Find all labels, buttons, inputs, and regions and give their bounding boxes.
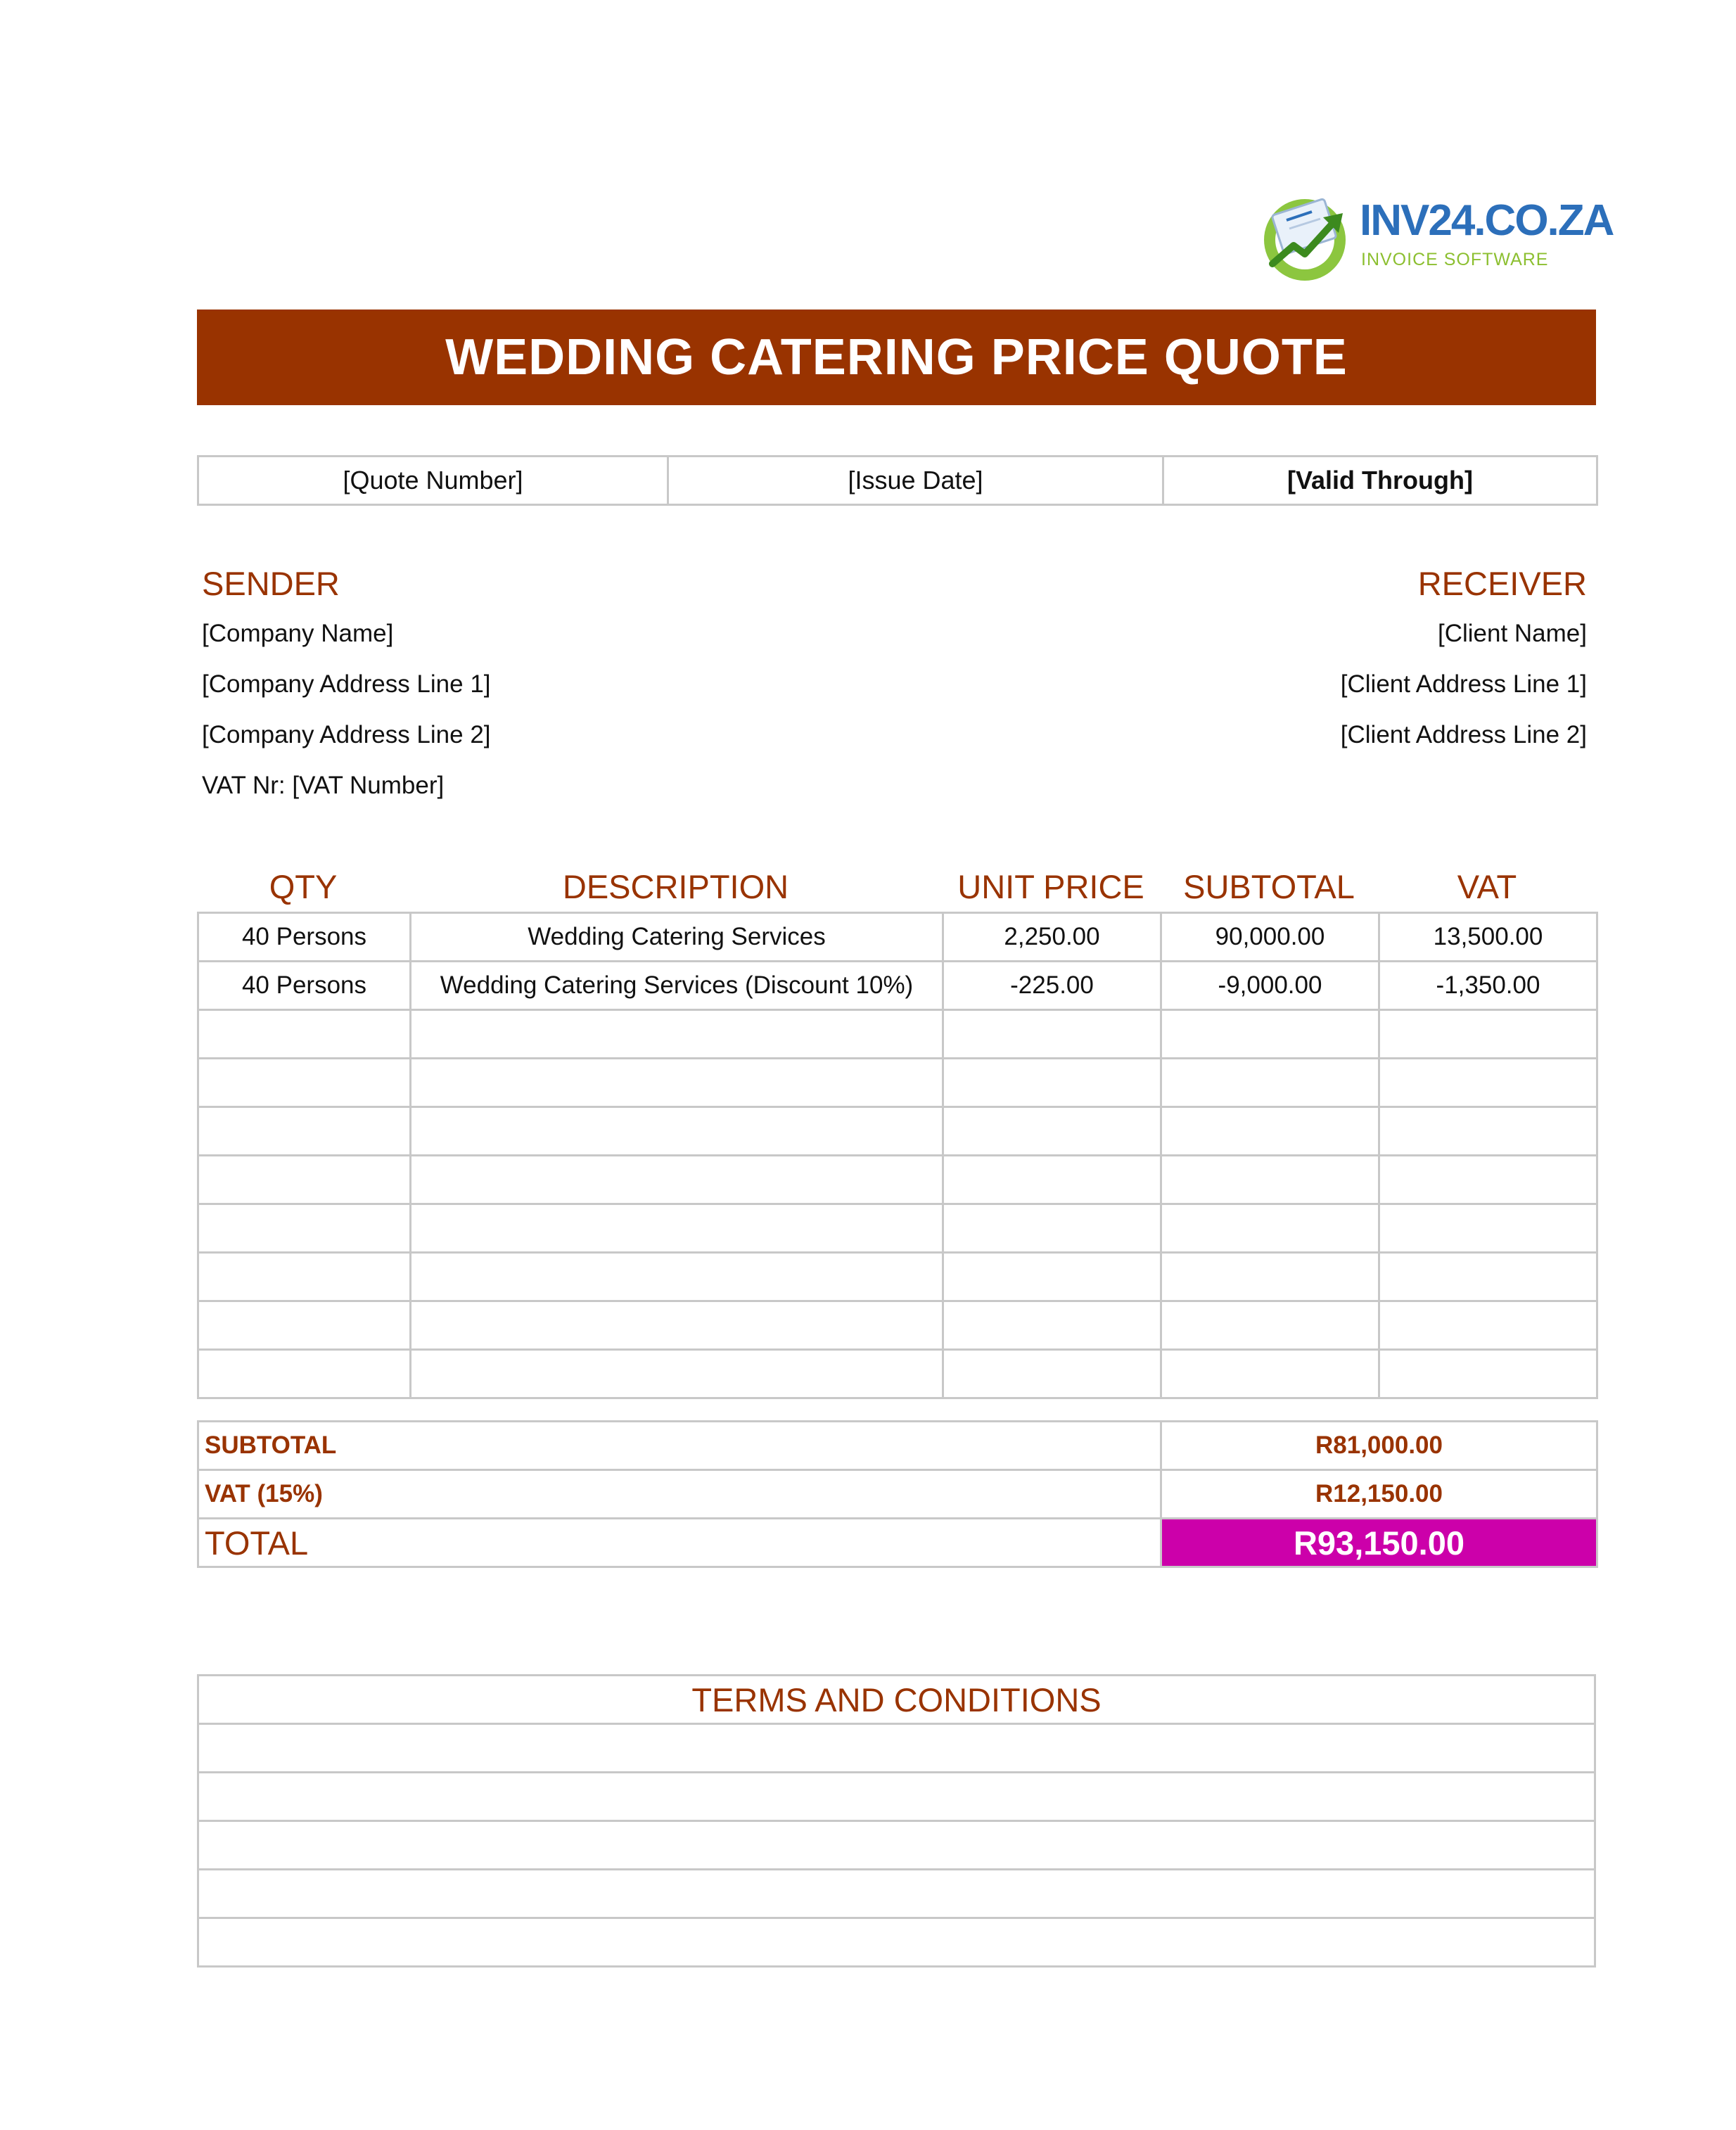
cell-unit-price bbox=[943, 1107, 1161, 1156]
header-qty: QTY bbox=[269, 868, 338, 905]
logo-brand: INV24.CO.ZA bbox=[1360, 196, 1614, 245]
cell-subtotal bbox=[1161, 1253, 1379, 1301]
terms-line-row bbox=[198, 1870, 1595, 1918]
cell-unit-price: -225.00 bbox=[943, 962, 1161, 1010]
cell-subtotal bbox=[1161, 1059, 1379, 1107]
cell-description bbox=[411, 1010, 943, 1059]
terms-line-row bbox=[198, 1821, 1595, 1870]
cell-vat bbox=[1379, 1059, 1597, 1107]
terms-line bbox=[198, 1821, 1595, 1870]
cell-description bbox=[411, 1107, 943, 1156]
terms-header-row bbox=[198, 1676, 1595, 1724]
quote-info-table bbox=[197, 455, 1598, 506]
totals-table bbox=[197, 1420, 1598, 1568]
terms-title: TERMS AND CONDITIONS bbox=[198, 1676, 1595, 1724]
cell-subtotal bbox=[1161, 1204, 1379, 1253]
vat-row bbox=[198, 1470, 1597, 1519]
cell-unit-price bbox=[943, 1253, 1161, 1301]
terms-line-row bbox=[198, 1724, 1595, 1773]
subtotal-value: R81,000.00 bbox=[1161, 1422, 1597, 1470]
cell-unit-price bbox=[943, 1156, 1161, 1204]
terms-line bbox=[198, 1773, 1595, 1821]
cell-qty bbox=[198, 1253, 411, 1301]
page-title: WEDDING CATERING PRICE QUOTE bbox=[445, 329, 1348, 385]
sender-label: SENDER bbox=[202, 565, 340, 602]
sender-address-line-2: [Company Address Line 2] bbox=[202, 721, 491, 748]
invoice-arrow-icon bbox=[1256, 186, 1354, 285]
table-row bbox=[198, 913, 1597, 962]
cell-unit-price: 2,250.00 bbox=[943, 913, 1161, 962]
cell-unit-price bbox=[943, 1010, 1161, 1059]
cell-subtotal bbox=[1161, 1107, 1379, 1156]
receiver-address-line-1: [Client Address Line 1] bbox=[1340, 670, 1587, 698]
table-row bbox=[198, 1350, 1597, 1398]
table-row bbox=[198, 1010, 1597, 1059]
table-row bbox=[198, 1301, 1597, 1350]
cell-description bbox=[411, 1350, 943, 1398]
cell-description bbox=[411, 1204, 943, 1253]
sender-company-name: [Company Name] bbox=[202, 620, 394, 647]
table-row bbox=[198, 1253, 1597, 1301]
cell-unit-price bbox=[943, 1350, 1161, 1398]
cell-description bbox=[411, 1253, 943, 1301]
cell-qty bbox=[198, 1010, 411, 1059]
header-unit-price: UNIT PRICE bbox=[957, 868, 1144, 905]
terms-line bbox=[198, 1918, 1595, 1967]
cell-description: Wedding Catering Services bbox=[411, 913, 943, 962]
table-row bbox=[198, 1107, 1597, 1156]
items-table bbox=[197, 912, 1598, 1399]
cell-subtotal: 90,000.00 bbox=[1161, 913, 1379, 962]
cell-vat: 13,500.00 bbox=[1379, 913, 1597, 962]
subtotal-row bbox=[198, 1422, 1597, 1470]
terms-line bbox=[198, 1724, 1595, 1773]
cell-vat bbox=[1379, 1204, 1597, 1253]
cell-subtotal bbox=[1161, 1010, 1379, 1059]
sender-vat-number: VAT Nr: [VAT Number] bbox=[202, 772, 445, 799]
cell-subtotal: -9,000.00 bbox=[1161, 962, 1379, 1010]
terms-line-row bbox=[198, 1918, 1595, 1967]
cell-vat bbox=[1379, 1350, 1597, 1398]
cell-qty bbox=[198, 1156, 411, 1204]
terms-table bbox=[197, 1674, 1596, 1968]
receiver-address-line-2: [Client Address Line 2] bbox=[1340, 721, 1587, 748]
receiver-label: RECEIVER bbox=[1417, 565, 1587, 602]
table-row bbox=[198, 962, 1597, 1010]
cell-qty bbox=[198, 1301, 411, 1350]
vat-value: R12,150.00 bbox=[1161, 1470, 1597, 1519]
cell-vat bbox=[1379, 1107, 1597, 1156]
vat-label: VAT (15%) bbox=[198, 1470, 1161, 1519]
total-label: TOTAL bbox=[198, 1519, 1161, 1567]
table-row bbox=[198, 1156, 1597, 1204]
table-row bbox=[198, 1204, 1597, 1253]
cell-unit-price bbox=[943, 1301, 1161, 1350]
header-vat: VAT bbox=[1457, 868, 1517, 905]
issue-date: [Issue Date] bbox=[668, 457, 1163, 505]
terms-line-row bbox=[198, 1773, 1595, 1821]
cell-vat bbox=[1379, 1253, 1597, 1301]
quote-number: [Quote Number] bbox=[198, 457, 668, 505]
logo-subtitle: INVOICE SOFTWARE bbox=[1361, 250, 1549, 269]
sender-address-line-1: [Company Address Line 1] bbox=[202, 670, 491, 698]
cell-qty bbox=[198, 1107, 411, 1156]
cell-qty: 40 Persons bbox=[198, 913, 411, 962]
cell-vat bbox=[1379, 1010, 1597, 1059]
table-row bbox=[198, 1059, 1597, 1107]
cell-unit-price bbox=[943, 1059, 1161, 1107]
cell-qty bbox=[198, 1204, 411, 1253]
cell-vat bbox=[1379, 1301, 1597, 1350]
cell-qty: 40 Persons bbox=[198, 962, 411, 1010]
cell-description bbox=[411, 1059, 943, 1107]
terms-line bbox=[198, 1870, 1595, 1918]
cell-description: Wedding Catering Services (Discount 10%) bbox=[411, 962, 943, 1010]
cell-description bbox=[411, 1301, 943, 1350]
cell-vat bbox=[1379, 1156, 1597, 1204]
subtotal-label: SUBTOTAL bbox=[198, 1422, 1161, 1470]
cell-subtotal bbox=[1161, 1301, 1379, 1350]
header-description: DESCRIPTION bbox=[562, 868, 789, 905]
header-subtotal: SUBTOTAL bbox=[1183, 868, 1355, 905]
items-header bbox=[197, 864, 1596, 910]
logo bbox=[1256, 186, 1614, 285]
cell-qty bbox=[198, 1350, 411, 1398]
receiver-client-name: [Client Name] bbox=[1437, 620, 1587, 647]
total-row bbox=[198, 1519, 1597, 1567]
title-bar bbox=[197, 310, 1596, 405]
valid-through: [Valid Through] bbox=[1163, 457, 1597, 505]
cell-subtotal bbox=[1161, 1350, 1379, 1398]
cell-description bbox=[411, 1156, 943, 1204]
cell-vat: -1,350.00 bbox=[1379, 962, 1597, 1010]
cell-subtotal bbox=[1161, 1156, 1379, 1204]
total-value: R93,150.00 bbox=[1161, 1519, 1597, 1567]
cell-unit-price bbox=[943, 1204, 1161, 1253]
cell-qty bbox=[198, 1059, 411, 1107]
